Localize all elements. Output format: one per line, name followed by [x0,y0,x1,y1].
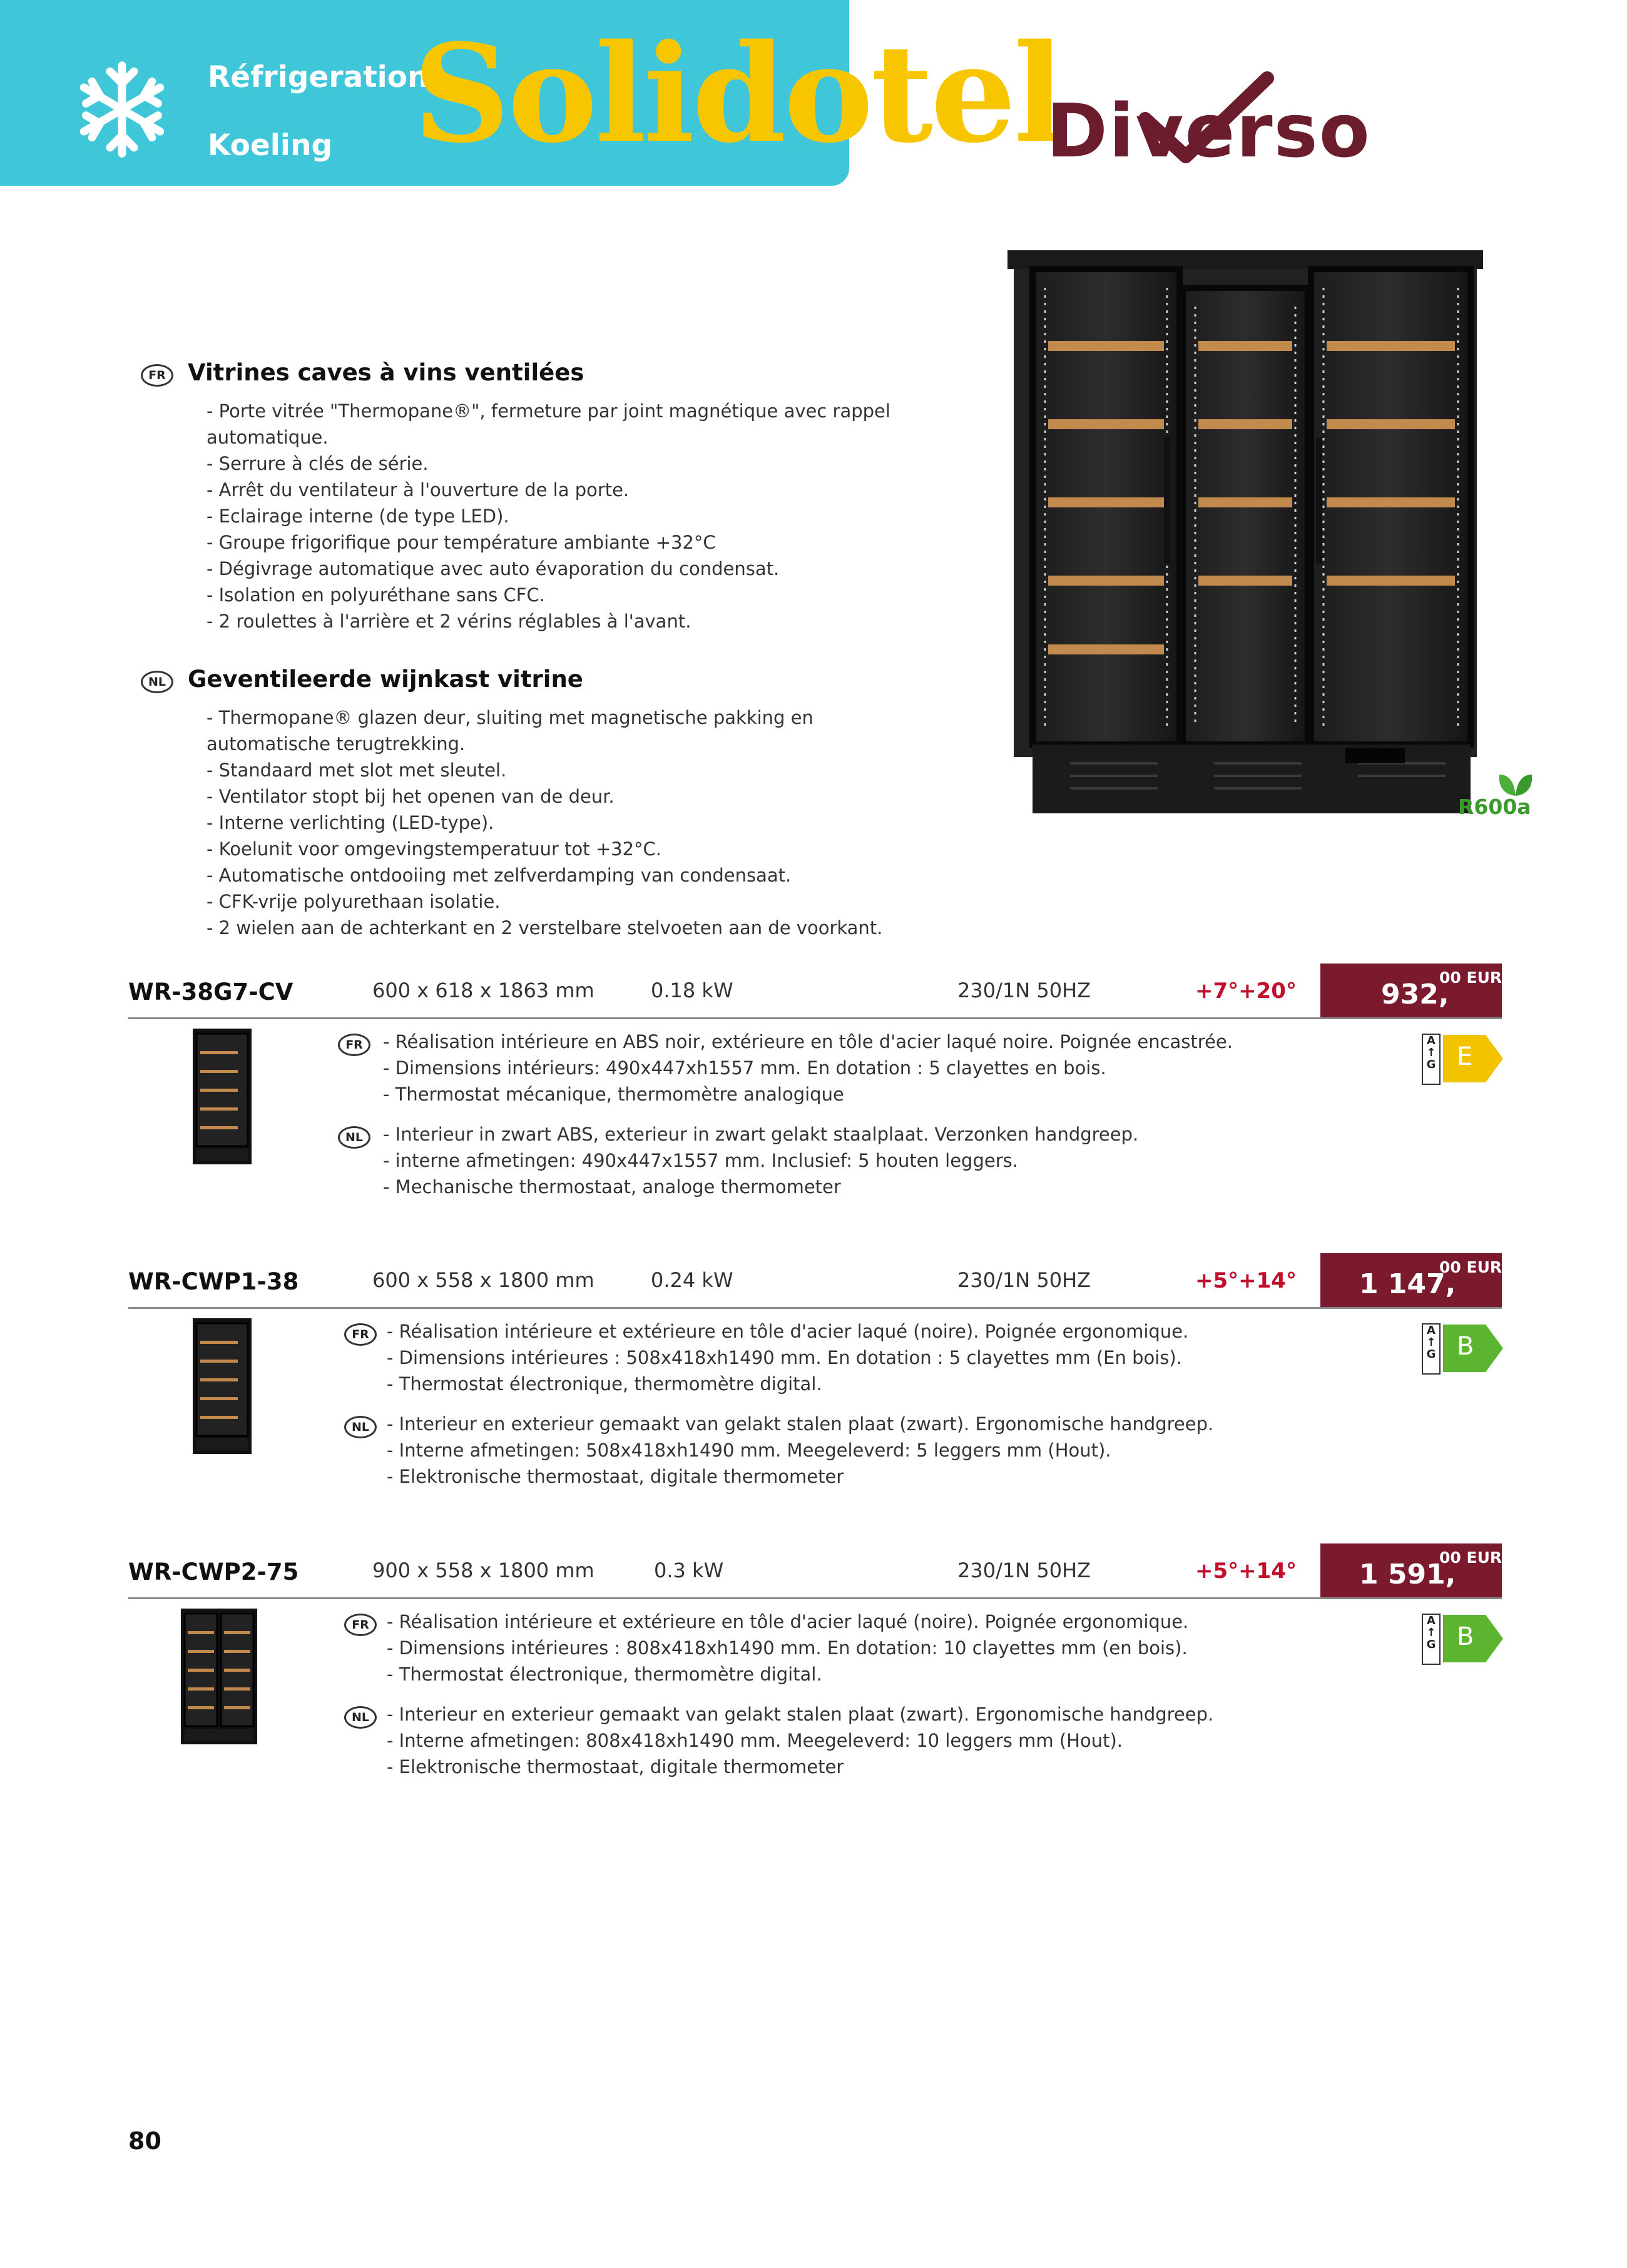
description-line: - Elektronische thermostaat, digitale thermometer [387,1466,844,1487]
description-line: - Dimensions intérieurs: 490x447xh1557 mm. En dotation : 5 clayettes en bois. [383,1057,1106,1079]
description-line: - Mechanische thermostaat, analoge thermometer [383,1176,841,1198]
description-line: - Interne afmetingen: 808x418xh1490 mm. Meegeleverd: 10 leggers mm (Hout). [387,1730,1123,1751]
product-description-nl [387,1411,1213,1490]
description-line: - Réalisation intérieure en ABS noir, extérieure en tôle d'acier laqué noire. Poignée encastrée. [383,1031,1233,1052]
product-temperature-range: +5°+14° [1195,1559,1297,1584]
feature-line: automatique. [207,427,329,448]
language-badge-fr: FR [338,1034,370,1056]
feature-line: - Serrure à clés de série. [207,453,429,474]
feature-line: - Standaard met slot met sleutel. [207,760,507,781]
product-price-box [1320,1253,1502,1308]
energy-class: B [1457,1332,1474,1361]
description-line: - Interieur en exterieur gemaakt van gelakt stalen plaat (zwart). Ergonomische handgreep. [387,1413,1214,1435]
product-row-wr-cwp1-38 [0,1253,1627,1516]
energy-arrow-icon [1443,1035,1503,1082]
snowflake-icon [72,59,172,160]
language-badge-fr: FR [344,1323,377,1346]
product-dimensions: 900 x 558 x 1800 mm [372,1559,594,1582]
energy-scale: A ↑ G [1422,1323,1441,1375]
description-line: - Interne afmetingen: 508x418xh1490 mm. Meegeleverd: 5 leggers mm (Hout). [387,1440,1111,1461]
product-price-box [1320,1543,1502,1599]
product-image-double-wine-cabinet [178,1606,260,1747]
feature-line: - Thermopane® glazen deur, sluiting met magnetische pakking en [207,707,814,728]
product-temperature-range: +5°+14° [1195,1268,1297,1293]
feature-line: - Automatische ontdooiing met zelfverdamping van condensaat. [207,865,792,886]
feature-line: - Eclairage interne (de type LED). [207,506,509,527]
feature-line: - Porte vitrée "Thermopane®", fermeture par joint magnétique avec rappel [207,400,890,422]
language-badge-nl: NL [141,671,173,693]
language-badge-nl: NL [344,1416,377,1438]
divider [128,1307,1502,1309]
feature-line: - 2 roulettes à l'arrière et 2 vérins réglables à l'avant. [207,611,691,632]
energy-class: B [1457,1622,1474,1651]
product-model: WR-CWP1-38 [128,1268,299,1295]
energy-scale: A ↑ G [1422,1614,1441,1665]
triple-wine-cabinet-image [1007,250,1483,820]
category-title-nl: Koeling [208,128,333,163]
feature-line: - Arrêt du ventilateur à l'ouverture de la porte. [207,479,630,501]
energy-label [1422,1614,1509,1664]
page-number: 80 [128,2127,161,2155]
product-row-wr-38g7-cv [0,964,1627,1226]
price-main: 932, [1381,979,1449,1010]
section-title-nl: Geventileerde wijnkast vitrine [188,666,583,693]
feature-line: - Isolation en polyuréthane sans CFC. [207,584,545,606]
feature-list-fr [207,398,890,634]
description-line: - Interieur in zwart ABS, exterieur in zwart gelakt staalplaat. Verzonken handgreep. [383,1124,1139,1145]
description-line: - interne afmetingen: 490x447x1557 mm. Inclusief: 5 houten leggers. [383,1150,1018,1171]
product-model: WR-38G7-CV [128,979,293,1005]
brand-logo-solidotel: Solidotel [413,14,1063,173]
feature-list-nl [207,704,882,941]
language-badge-fr: FR [344,1614,377,1636]
feature-line: - CFK-vrije polyurethaan isolatie. [207,891,501,912]
product-description-nl [387,1701,1213,1780]
feature-line: - Dégivrage automatique avec auto évaporation du condensat. [207,558,780,579]
product-row-wr-cwp2-75 [0,1543,1627,1806]
product-power: 0.3 kW [654,1559,724,1582]
checkmark-logo-icon [1133,69,1277,169]
divider [128,1017,1502,1019]
product-description-fr [387,1609,1188,1687]
product-description-nl [383,1121,1138,1200]
feature-line: - Ventilator stopt bij het openen van de deur. [207,786,615,807]
energy-label [1422,1323,1509,1373]
description-line: - Réalisation intérieure et extérieure en tôle d'acier laqué (noire). Poignée ergonomique. [387,1321,1189,1342]
divider [128,1597,1502,1599]
feature-line: - Groupe frigorifique pour température ambiante +32°C [207,532,716,553]
product-dimensions: 600 x 558 x 1800 mm [372,1268,594,1292]
brand-logo-diverso: Diverso [1046,88,1371,174]
language-badge-fr: FR [141,364,173,387]
product-temperature-range: +7°+20° [1195,979,1297,1004]
description-line: - Thermostat mécanique, thermomètre analogique [383,1084,844,1105]
price-suffix: 00 EUR [1439,969,1502,987]
feature-line: - Interne verlichting (LED-type). [207,812,494,833]
energy-scale: A ↑ G [1422,1034,1441,1085]
product-image-wine-cabinet [188,1316,257,1457]
price-main: 1 147, [1359,1268,1456,1300]
energy-label [1422,1034,1509,1084]
feature-line: - 2 wielen aan de achterkant en 2 verstelbare stelvoeten aan de voorkant. [207,917,883,938]
product-power: 0.18 kW [651,979,733,1002]
leaf-eco-icon [1497,770,1534,798]
section-title-fr: Vitrines caves à vins ventilées [188,359,584,386]
description-line: - Dimensions intérieures : 508x418xh1490 mm. En dotation : 5 clayettes mm (En bois). [387,1347,1182,1368]
price-main: 1 591, [1359,1559,1456,1590]
feature-line: automatische terugtrekking. [207,733,466,755]
description-line: - Interieur en exterieur gemaakt van gelakt stalen plaat (zwart). Ergonomische handgreep. [387,1704,1214,1725]
product-price-box [1320,964,1502,1019]
product-image-wine-cabinet [188,1026,257,1167]
product-description-fr [383,1029,1233,1107]
refrigerant-label: R600a [1458,795,1531,819]
product-description-fr [387,1318,1188,1397]
language-badge-nl: NL [344,1706,377,1729]
description-line: - Thermostat électronique, thermomètre digital. [387,1664,822,1685]
product-model: WR-CWP2-75 [128,1559,299,1585]
description-line: - Thermostat électronique, thermomètre digital. [387,1373,822,1395]
product-electric: 230/1N 50HZ [957,1559,1091,1582]
product-electric: 230/1N 50HZ [957,979,1091,1002]
energy-class: E [1457,1042,1473,1071]
description-line: - Dimensions intérieures : 808x418xh1490 mm. En dotation: 10 clayettes mm (en bois). [387,1637,1188,1659]
category-title-fr: Réfrigeration [208,60,429,94]
feature-line: - Koelunit voor omgevingstemperatuur tot +32°C. [207,838,661,860]
language-badge-nl: NL [338,1126,370,1149]
product-dimensions: 600 x 618 x 1863 mm [372,979,594,1002]
price-suffix: 00 EUR [1439,1548,1502,1567]
description-line: - Réalisation intérieure et extérieure en tôle d'acier laqué (noire). Poignée ergonomique. [387,1611,1189,1632]
price-suffix: 00 EUR [1439,1258,1502,1276]
description-line: - Elektronische thermostaat, digitale thermometer [387,1756,844,1777]
product-power: 0.24 kW [651,1268,733,1292]
product-electric: 230/1N 50HZ [957,1268,1091,1292]
